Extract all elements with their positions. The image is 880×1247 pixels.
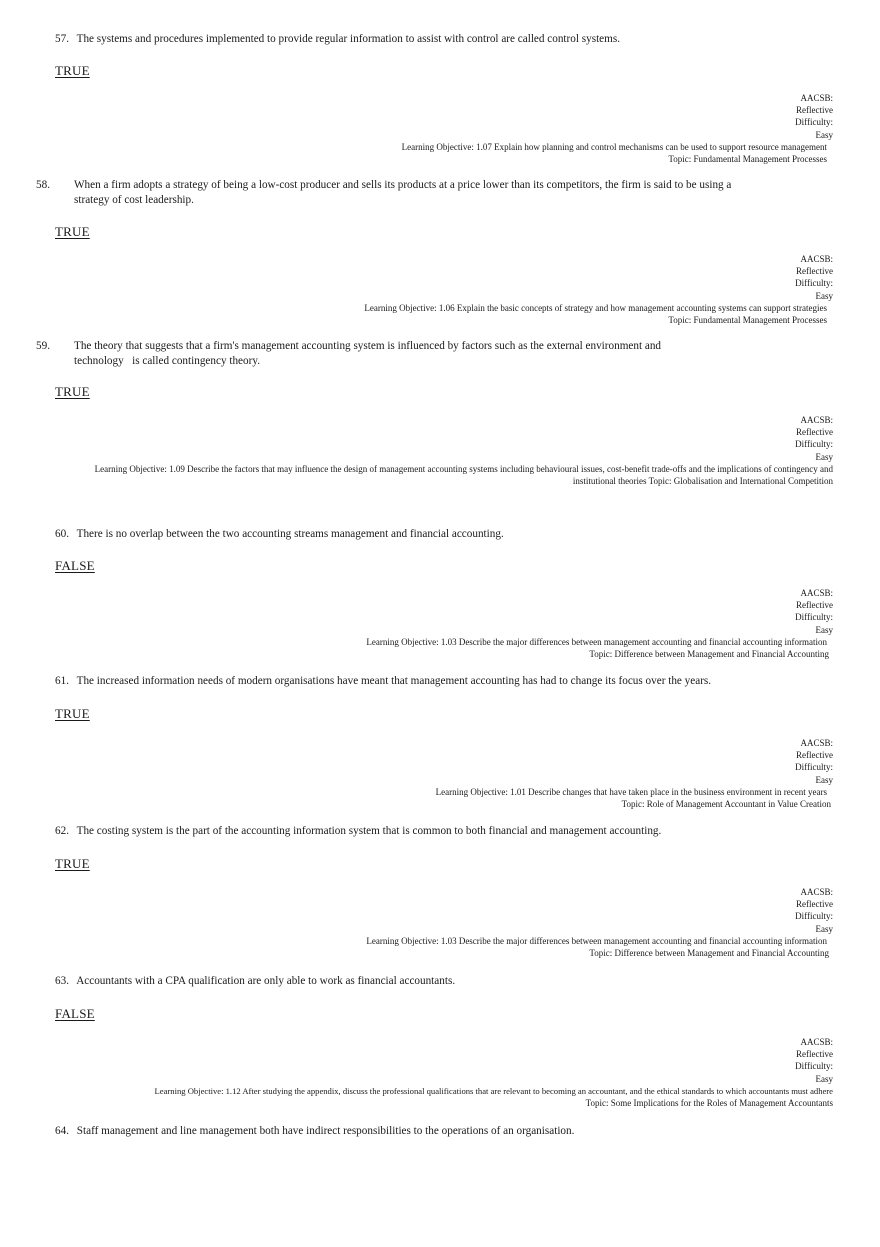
metadata-61	[53, 737, 833, 810]
question-number: 63.	[55, 975, 69, 987]
difficulty-value: Easy	[815, 290, 833, 301]
aacsb-value: Reflective	[796, 427, 833, 438]
question-58	[36, 178, 745, 208]
topic: Topic: Fundamental Management Processes	[668, 315, 827, 326]
question-text: Staff management and line management both have indirect responsibilities to the operations of an organisation.	[76, 1125, 575, 1137]
difficulty-value: Easy	[815, 129, 833, 140]
answer-59: TRUE	[55, 384, 90, 399]
question-text: The systems and procedures implemented to provide regular information to assist with control are called control systems.	[76, 33, 620, 45]
difficulty-label: Difficulty:	[795, 911, 833, 922]
aacsb-label: AACSB:	[800, 415, 833, 425]
question-number: 64.	[55, 1125, 69, 1137]
answer-60: FALSE	[55, 558, 95, 573]
aacsb-label: AACSB:	[800, 1037, 833, 1047]
aacsb-value: Reflective	[796, 1049, 833, 1060]
aacsb-label: AACSB:	[800, 738, 833, 748]
answer-57: TRUE	[55, 63, 90, 78]
question-text: Accountants with a CPA qualification are only able to work as financial accountants.	[76, 975, 456, 987]
difficulty-label: Difficulty:	[795, 1061, 833, 1072]
learning-objective: Learning Objective: 1.03 Describe the major differences between management accounting and financial accounting information	[366, 935, 827, 946]
metadata-62	[53, 886, 833, 959]
question-text: The theory that suggests that a firm's management accounting system is influenced by factors such as the external environment and technology is called contingency theory.	[74, 340, 664, 367]
aacsb-label: AACSB:	[800, 93, 833, 103]
metadata-59	[93, 414, 833, 487]
difficulty-label: Difficulty:	[795, 439, 833, 450]
metadata-63	[53, 1036, 833, 1109]
aacsb-value: Reflective	[796, 899, 833, 910]
aacsb-value: Reflective	[796, 266, 833, 277]
learning-objective: Learning Objective: 1.06 Explain the basic concepts of strategy and how management accounting systems can support strategies	[364, 302, 827, 313]
topic: Topic: Role of Management Accountant in Value Creation	[621, 799, 831, 810]
topic: Topic: Difference between Management and Financial Accounting	[589, 649, 829, 660]
aacsb-label: AACSB:	[800, 588, 833, 598]
question-57	[55, 32, 745, 47]
difficulty-value: Easy	[815, 774, 833, 785]
aacsb-label: AACSB:	[800, 887, 833, 897]
answer-63: FALSE	[55, 1006, 95, 1021]
question-text: The costing system is the part of the accounting information system that is common to both financial and management accounting.	[76, 825, 662, 837]
learning-objective: Learning Objective: 1.01 Describe changes that have taken place in the business environment in recent years	[435, 786, 827, 797]
metadata-57	[53, 92, 833, 165]
difficulty-label: Difficulty:	[795, 762, 833, 773]
question-text: When a firm adopts a strategy of being a low-cost producer and sells its products at a price lower than its competitors, the firm is said to be using a strategy of cost leadership.	[74, 179, 732, 206]
question-number: 61.	[55, 675, 69, 687]
topic: Topic: Fundamental Management Processes	[668, 154, 827, 165]
topic: Topic: Some Implications for the Roles of Management Accountants	[585, 1098, 833, 1109]
answer-61: TRUE	[55, 706, 90, 721]
aacsb-label: AACSB:	[800, 254, 833, 264]
aacsb-value: Reflective	[796, 600, 833, 611]
difficulty-value: Easy	[815, 451, 833, 462]
question-number: 60.	[55, 528, 69, 540]
difficulty-value: Easy	[815, 1073, 833, 1084]
question-61	[55, 674, 745, 689]
question-text: There is no overlap between the two accounting streams management and financial accounting.	[76, 528, 504, 540]
metadata-58	[53, 253, 833, 326]
learning-objective: Learning Objective: 1.03 Describe the major differences between management accounting and financial accounting information	[366, 636, 827, 647]
question-number: 59.	[36, 340, 50, 352]
topic: Topic: Globalisation and International Competition	[648, 476, 833, 487]
question-number: 62.	[55, 825, 69, 837]
question-59	[36, 339, 705, 369]
difficulty-value: Easy	[815, 624, 833, 635]
question-60	[55, 527, 745, 542]
question-63	[55, 974, 745, 989]
answer-62: TRUE	[55, 856, 90, 871]
aacsb-value: Reflective	[796, 105, 833, 116]
answer-58: TRUE	[55, 224, 90, 239]
difficulty-label: Difficulty:	[795, 278, 833, 289]
aacsb-value: Reflective	[796, 750, 833, 761]
difficulty-label: Difficulty:	[795, 117, 833, 128]
topic: Topic: Difference between Management and Financial Accounting	[589, 948, 829, 959]
question-number: 57.	[55, 33, 69, 45]
question-number: 58.	[36, 179, 50, 191]
difficulty-value: Easy	[815, 923, 833, 934]
question-64	[55, 1124, 745, 1139]
difficulty-label: Difficulty:	[795, 612, 833, 623]
learning-objective: Learning Objective: 1.09 Describe the factors that may influence the design of management accounting systems including behavioural issues, cost-benefit trade-offs and the implications of contingency and institutional theories	[94, 463, 833, 487]
question-62	[55, 824, 745, 839]
metadata-60	[53, 587, 833, 660]
question-text: The increased information needs of modern organisations have meant that management accounting has had to change its focus over the years.	[76, 675, 712, 687]
learning-objective: Learning Objective: 1.07 Explain how planning and control mechanisms can be used to support resource management	[401, 141, 827, 152]
learning-objective: Learning Objective: 1.12 After studying the appendix, discuss the professional qualifications that are relevant to becoming an accountant, and the ethical standards to which accountants must adhere	[154, 1085, 833, 1096]
